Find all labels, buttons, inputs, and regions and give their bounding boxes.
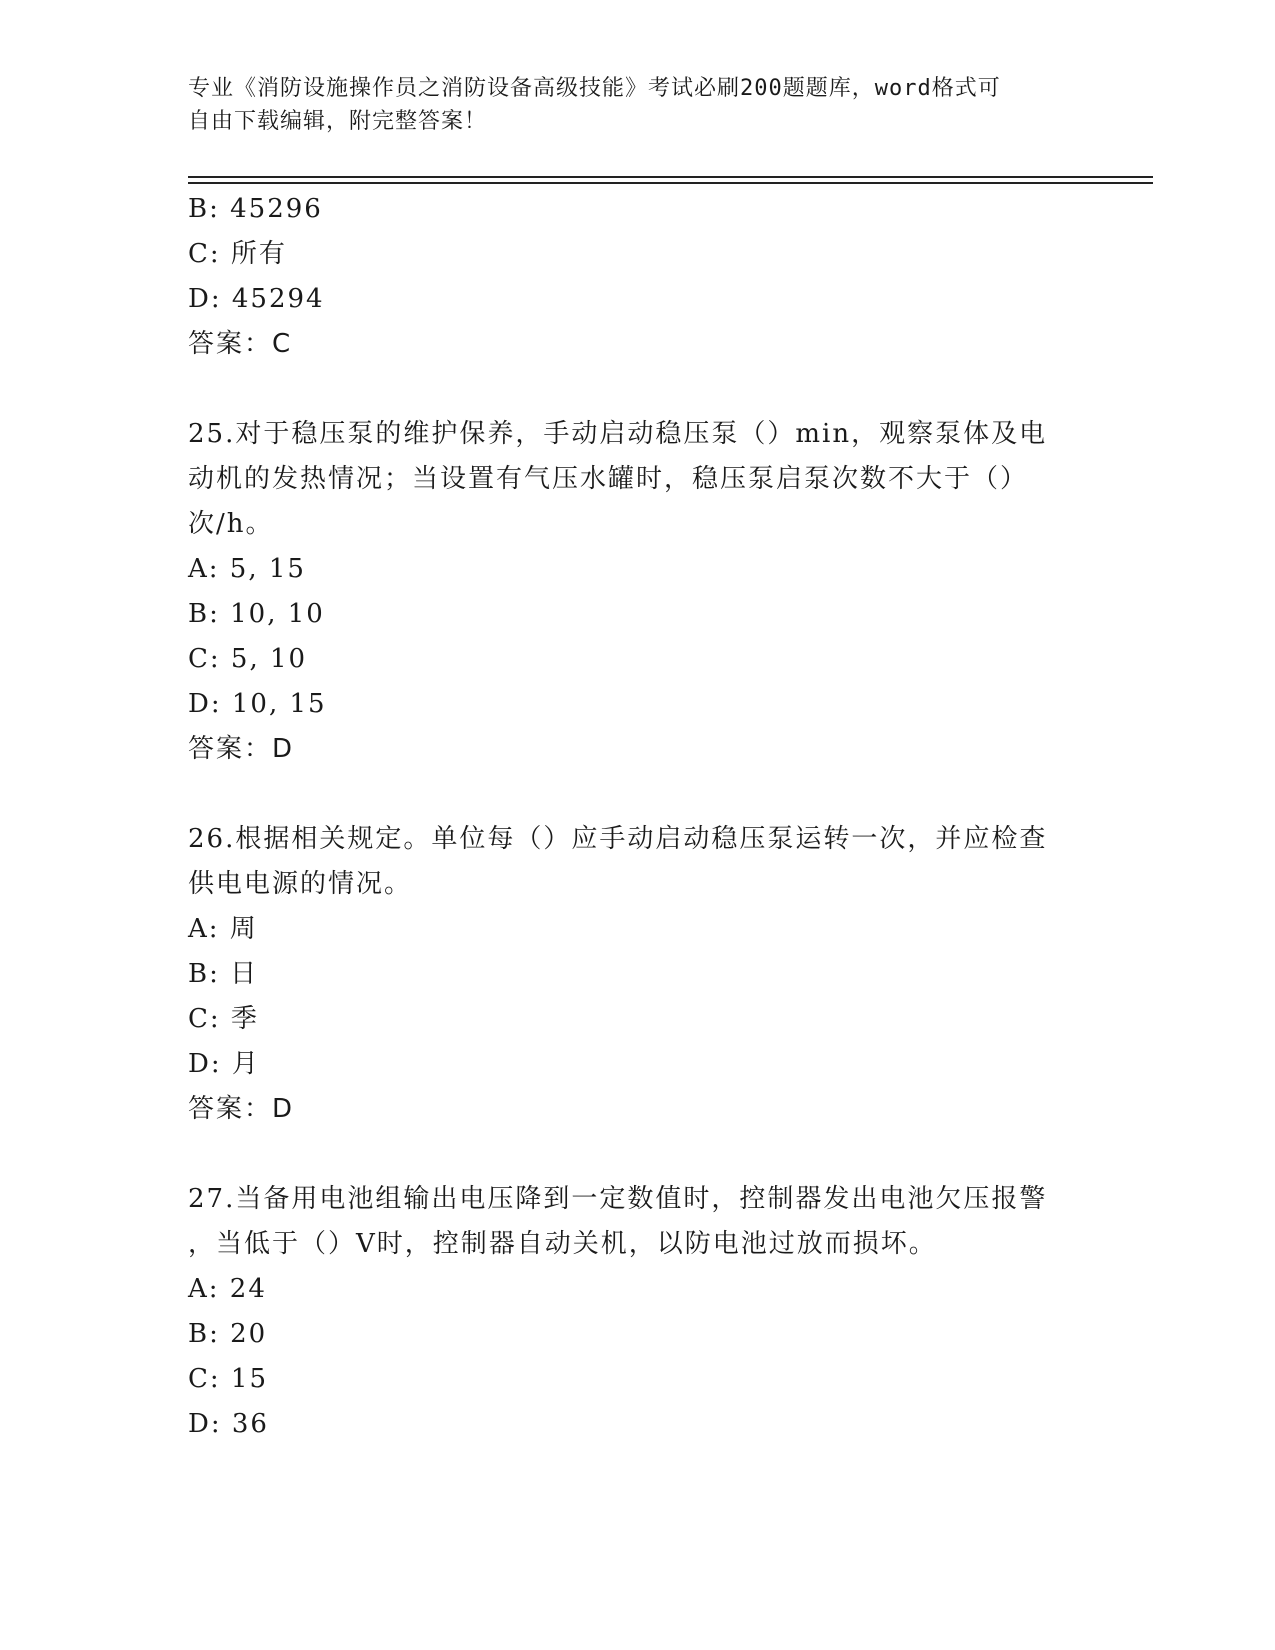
q24-option-b: B: 45296 xyxy=(188,194,323,224)
q26-answer: 答案：D xyxy=(188,1094,295,1124)
q25-stem-line-3: 次/h。 xyxy=(188,509,274,539)
q25-answer: 答案：D xyxy=(188,734,295,764)
header-line-1: 专业《消防设施操作员之消防设备高级技能》考试必刷200题题库，word格式可 xyxy=(188,76,1001,101)
q26-stem-line-1: 26.根据相关规定。单位每（）应手动启动稳压泵运转一次，并应检查 xyxy=(188,824,1048,854)
q26-option-d: D: 月 xyxy=(188,1049,260,1079)
q25-option-c: C: 5, 10 xyxy=(188,644,308,674)
q26-option-b: B: 日 xyxy=(188,959,259,989)
q26-option-a: A: 周 xyxy=(188,914,258,944)
q25-option-b: B: 10, 10 xyxy=(188,599,325,629)
q25-option-a: A: 5, 15 xyxy=(188,554,306,584)
q25-stem-line-1: 25.对于稳压泵的维护保养，手动启动稳压泵（）min，观察泵体及电 xyxy=(188,419,1048,449)
q27-stem-line-1: 27.当备用电池组输出电压降到一定数值时，控制器发出电池欠压报警 xyxy=(188,1184,1048,1214)
q25-option-d: D: 10, 15 xyxy=(188,689,327,719)
q25-stem-line-2: 动机的发热情况；当设置有气压水罐时，稳压泵启泵次数不大于（） xyxy=(188,464,1029,494)
header-divider-bottom xyxy=(188,182,1153,184)
q27-stem-line-2: ，当低于（）V时，控制器自动关机，以防电池过放而损坏。 xyxy=(188,1229,937,1259)
header-divider-top xyxy=(188,176,1153,178)
q27-option-d: D: 36 xyxy=(188,1409,269,1439)
header-line-2: 自由下载编辑，附完整答案！ xyxy=(188,109,488,134)
document-header xyxy=(188,72,1068,138)
q27-option-a: A: 24 xyxy=(188,1274,267,1304)
q24-option-c: C: 所有 xyxy=(188,239,287,269)
q27-option-b: B: 20 xyxy=(188,1319,268,1349)
q27-option-c: C: 15 xyxy=(188,1364,269,1394)
q26-stem-line-2: 供电电源的情况。 xyxy=(188,869,413,899)
q24-option-d: D: 45294 xyxy=(188,284,325,314)
q24-answer: 答案：C xyxy=(188,329,293,359)
q26-option-c: C: 季 xyxy=(188,1004,259,1034)
